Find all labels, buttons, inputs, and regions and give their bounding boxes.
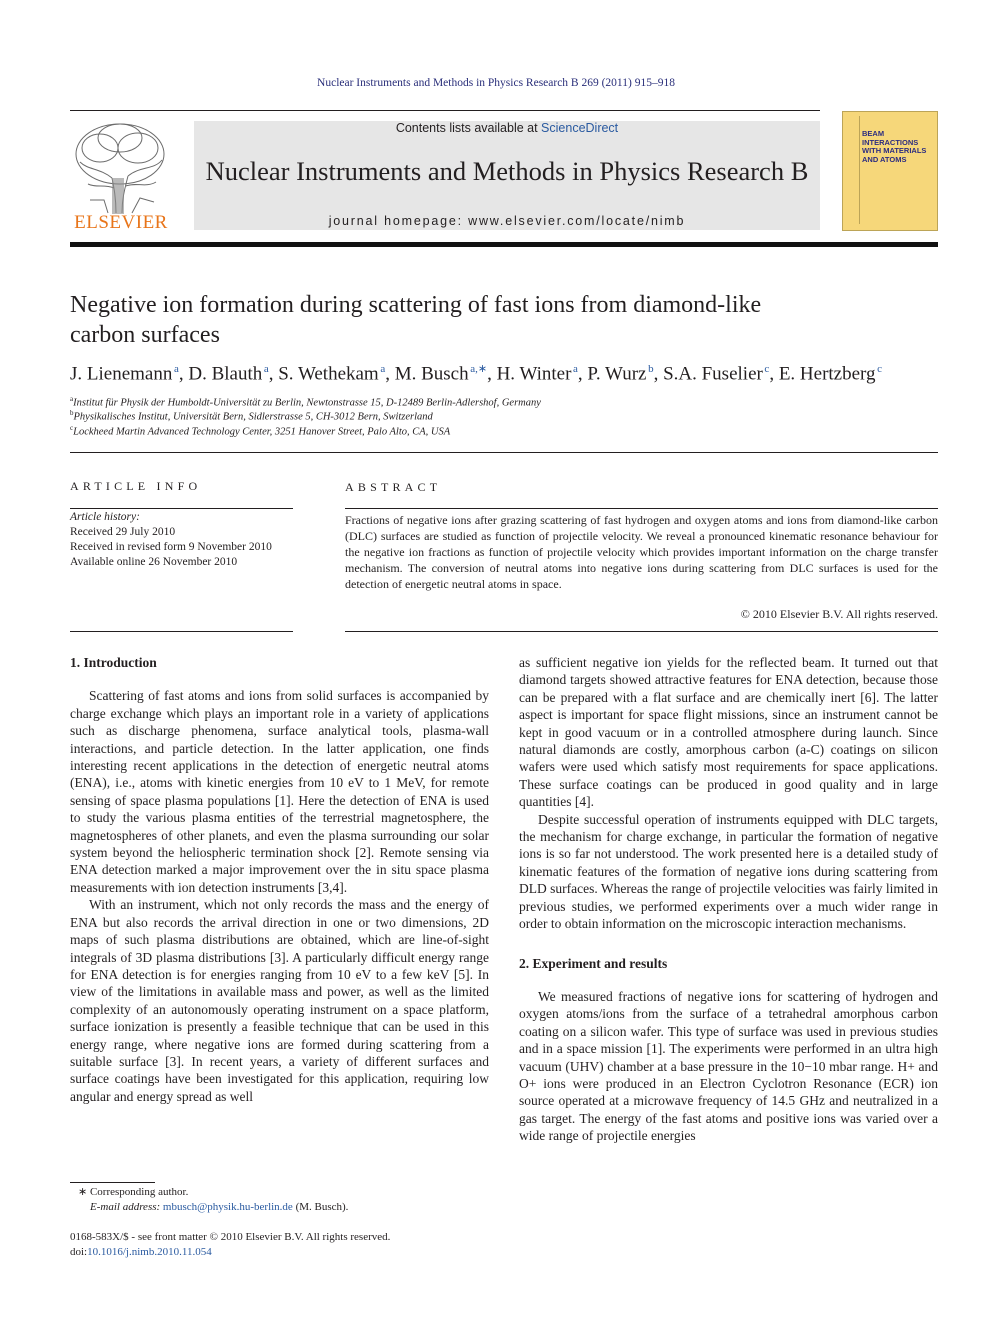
article-info-bottom-divider — [70, 631, 293, 632]
contents-prefix: Contents lists available at — [395, 121, 542, 135]
affiliation-text: Physikalisches Institut, Universität Bern, Sidlerstrasse 5, CH-3012 Bern, Switzerland — [73, 411, 433, 423]
affiliation-text: Lockheed Martin Advanced Technology Center, 3251 Hanover Street, Palo Alto, CA, USA — [73, 426, 451, 438]
abstract-bottom-divider — [345, 631, 938, 632]
author-affiliation-link[interactable]: c — [764, 363, 770, 375]
author: J. Lienemann — [70, 363, 173, 385]
email-suffix: (M. Busch). — [292, 1201, 349, 1213]
section-heading-experiment: 2. Experiment and results — [519, 955, 668, 971]
corresponding-author-note: ∗ Corresponding author. — [78, 1186, 189, 1198]
elsevier-logo[interactable] — [70, 118, 172, 234]
section-heading-introduction: 1. Introduction — [70, 655, 157, 670]
body-paragraph: Despite successful operation of instruments equipped with DLC targets, the mechanism for charge exchange, in particular the formation of negative ions is so far not understood. The work presented here is a detailed study of kinematic features of the formation of negative ions during scattering from DLD surfaces. Whereas the range of projectile velocities was fairly limited in previous studies, we performed experiments over a much wider range in order to obtain information on the microscopic interaction mechanisms. — [519, 811, 938, 932]
header-thick-rule — [70, 242, 938, 247]
abstract-text: Fractions of negative ions after grazing scattering of fast hydrogen and oxygen atoms and ions from diamond-like carbon (DLC) surfaces are studied as function of projectile velocity. We reveal a pronounced kinematic resonance behaviour for the negative ion fractions as function of projectile velocity which provides important information on the charge transfer mechanism. The conversion of neutral atoms into negative ions during scattering from DLC surfaces is used for the detection of energetic neutral atoms in space. — [345, 513, 938, 591]
header-divider — [70, 110, 820, 111]
email-line — [70, 1200, 490, 1215]
affiliation-divider — [70, 452, 938, 453]
journal-homepage-link[interactable]: journal homepage: www.elsevier.com/locate/nimb — [328, 214, 686, 228]
author-affiliation-link[interactable]: a — [263, 363, 269, 375]
affiliation-a — [70, 395, 541, 409]
doi-line — [70, 1245, 490, 1260]
author: E. Hertzberg — [778, 363, 876, 385]
article-info-heading: ARTICLE INFO — [70, 479, 202, 493]
author: S.A. Fuselier — [663, 363, 763, 385]
journal-citation[interactable]: Nuclear Instruments and Methods in Physics Research B 269 (2011) 915–918 — [317, 77, 675, 89]
footnote-divider — [70, 1182, 155, 1183]
author-affiliation-link[interactable]: a,∗ — [470, 363, 488, 375]
journal-title: Nuclear Instruments and Methods in Physics Research B — [205, 156, 809, 186]
article-info-divider — [70, 508, 293, 509]
abstract-heading: ABSTRACT — [345, 480, 442, 494]
affiliation-b — [70, 409, 433, 423]
corresponding-author-footnote — [70, 1185, 490, 1215]
journal-cover-image[interactable] — [842, 111, 938, 231]
body-paragraph: We measured fractions of negative ions for scattering of hydrogen and oxygen atoms/ions from the surface of a tetrahedral amorphous carbon coating on a silicon wafer. This type of surface was used in previous studies and in a space mission [1]. The experiments were performed in an ultra high vacuum (UHV) chamber at a base pressure in the 10−10 mbar range. H+ and O+ ions were produced in an Electron Cyclotron Resonance (ECR) ion source operated at a microwave frequency of 14.5 GHz and neutralized in a gas target. The energy of the fast atoms and positive ions was varied over a wide range of projectile energies — [519, 988, 938, 1144]
history-label: Article history: — [70, 511, 140, 523]
history-online: Available online 26 November 2010 — [70, 556, 238, 568]
author: M. Busch — [394, 363, 469, 385]
contents-line — [194, 121, 820, 135]
body-paragraph: as sufficient negative ion yields for the reflected beam. It turned out that diamond targets showed attractive features for ENA detection, because those can be prepared with a flat surface and are chemically inert [6]. The latter aspect is important for space flight missions, since an instrument cannot be kept in good vacuum or in a controlled atmosphere during launch. Since natural diamonds are costly, amorphous carbon (a-C) coatings on silicon wafers were used which satisfy most requirements for space applications. These surface coatings can be produced in good quality and in large quantities [4]. — [519, 655, 938, 810]
article-history — [70, 510, 300, 570]
author: S. Wethekam — [278, 363, 379, 385]
cover-title: BEAM INTERACTIONS WITH MATERIALS AND ATOMS — [862, 129, 927, 164]
author-affiliation-link[interactable]: a — [573, 363, 578, 375]
affiliation-mark: b — [70, 409, 74, 417]
body-paragraph: With an instrument, which not only records the mass and the energy of ENA but also records the arrival direction in one or two dimensions, 2D maps of such plasma distributions are obtained, which are line-of-sight integrals of 3D plasma distributions [3]. A particularly difficult energy range for ENA detection is for energies ranging from 10 eV to a few keV [5]. In view of the limitations in available mass and power, as well as the limited complexity of an autonomously operating instrument on a space platform, surface ionization is presently a feasible technique that can be used in this energy range, where negative ions are formed during scattering from a suitable surface [3]. In recent years, a variety of different surfaces and surface coatings have been investigated for this application, requiring low angular and energy spread as well — [70, 897, 489, 1104]
issn-line: 0168-583X/$ - see front matter © 2010 Elsevier B.V. All rights reserved. — [70, 1231, 391, 1243]
body-paragraph: Scattering of fast atoms and ions from solid surfaces is accompanied by charge exchange which plays an important role in a variety of applications such as discharge phenomena, surface analytical tools, plasma-wall interactions, and particle detection. In the latter application, one finds interesting recent applications in the detection of energetic neutral atoms (ENA), i.e., atoms with kinetic energies from 10 eV to 1 MeV, for remote sensing of space plasma populations [1]. Here the detection of ENA is used to study the various plasma entities of the terrestrial magnetosphere, the magnetospheres of other planets, and even the plasma surrounding our solar system beyond the heliospheric termination shock [2]. Remote sensing via ENA detection marked a major improvement over the in situ space plasma measurements with ion detection instruments [3,4]. — [70, 688, 489, 895]
publisher-logo-text: ELSEVIER — [74, 212, 168, 233]
email-label: E-mail address: — [90, 1201, 163, 1213]
paper-title — [70, 290, 930, 350]
email-link[interactable]: mbusch@physik.hu-berlin.de — [162, 1201, 293, 1213]
author-affiliation-link[interactable]: a — [173, 363, 179, 375]
affiliation-c — [70, 424, 450, 438]
author-affiliation-link[interactable]: b — [648, 363, 654, 375]
abstract-copyright: © 2010 Elsevier B.V. All rights reserved. — [740, 607, 938, 621]
author-affiliation-link[interactable]: c — [877, 363, 883, 375]
doi-link[interactable]: 10.1016/j.nimb.2010.11.054 — [87, 1246, 212, 1258]
doi-label: doi: — [70, 1246, 88, 1258]
author: H. Winter — [496, 363, 572, 385]
body-column-right — [519, 654, 938, 1145]
author: D. Blauth — [188, 363, 263, 385]
cover-spine — [847, 116, 860, 224]
author-list: J. Lienemann $^a$, D. Blauth $^a$, S. Wethekam $^a$, M. Busch $^{a,∗}$, H. Winter $^a$, P. Wurz $^b$, S.A. Fuselier $^c$, E. Hertzberg $^c$ — [70, 363, 883, 385]
body-column-left — [70, 654, 489, 1105]
affiliation-mark: c — [70, 424, 74, 432]
paper-title-line-1: Negative ion formation during scattering of fast ions from diamond-like — [70, 292, 762, 318]
author: P. Wurz — [587, 363, 647, 385]
paper-title-line-2: carbon surfaces — [70, 322, 220, 348]
history-revised: Received in revised form 9 November 2010 — [70, 541, 272, 553]
affiliation-text: Institut für Physik der Humboldt-Universität zu Berlin, Newtonstrasse 15, D-12489 Berlin-Adlershof, Germany — [73, 397, 541, 409]
abstract-divider — [345, 508, 938, 509]
affiliation-mark: a — [70, 395, 74, 403]
issn-block — [70, 1230, 490, 1260]
sciencedirect-link[interactable]: ScienceDirect — [541, 121, 619, 135]
history-received: Received 29 July 2010 — [70, 526, 176, 538]
author-affiliation-link[interactable]: a — [380, 363, 386, 375]
